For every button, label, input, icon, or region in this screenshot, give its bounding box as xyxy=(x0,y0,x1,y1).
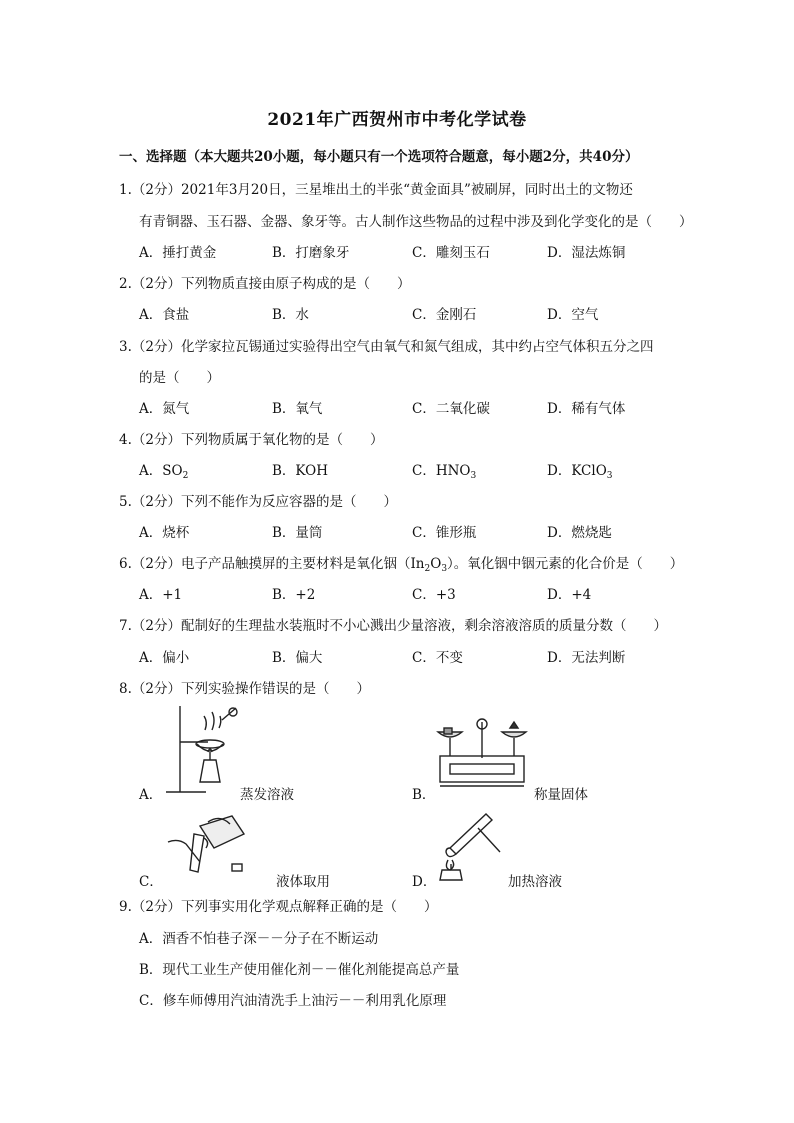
question-2-option-d: D．空气 xyxy=(547,307,599,323)
heating-test-tube-figure xyxy=(434,808,504,882)
question-3-line-1: 3.（2分）化学家拉瓦锡通过实验得出空气由氧气和氮气组成，其中约占空气体积五分之四 xyxy=(119,339,654,355)
question-4-option-b: B．KOH xyxy=(272,463,328,479)
question-9-option-c: C．修车师傅用汽油清洗手上油污－－利用乳化原理 xyxy=(139,993,447,1009)
question-5-option-a: A．烧杯 xyxy=(139,525,190,541)
question-8-option-b-caption: 称量固体 xyxy=(534,787,588,803)
question-6-option-a: A．+1 xyxy=(139,587,183,603)
question-2-option-c: C．金刚石 xyxy=(412,307,477,323)
question-8-option-d-caption: 加热溶液 xyxy=(508,874,562,890)
question-7-option-c: C．不变 xyxy=(412,650,463,666)
section-heading: 一、选择题（本大题共20小题，每小题只有一个选项符合题意，每小题2分，共40分） xyxy=(119,149,639,165)
question-5-option-d: D．燃烧匙 xyxy=(547,525,612,541)
question-1-option-c: C．雕刻玉石 xyxy=(412,245,490,261)
question-8-option-c-letter: C． xyxy=(139,874,163,890)
balance-figure xyxy=(434,712,530,796)
page-title: 2021年广西贺州市中考化学试卷 xyxy=(267,110,527,130)
question-3-option-b: B．氧气 xyxy=(272,401,323,417)
question-4-option-a: A．$SO_2$ xyxy=(139,463,189,481)
question-9-option-b: B．现代工业生产使用催化剂－－催化剂能提高总产量 xyxy=(139,962,460,978)
question-6-option-b: B．+2 xyxy=(272,587,316,603)
question-8-option-b-letter: B． xyxy=(412,787,436,803)
question-5-option-c: C．锥形瓶 xyxy=(412,525,477,541)
question-4-option-c: C．$HNO_3$ xyxy=(412,463,477,481)
question-2-option-a: A．食盐 xyxy=(139,307,190,323)
question-7-option-d: D．无法判断 xyxy=(547,650,626,666)
question-8-option-a-letter: A． xyxy=(139,787,163,803)
question-7-stem: 7.（2分）配制好的生理盐水装瓶时不小心溅出少量溶液，剩余溶液溶质的质量分数（ ） xyxy=(119,618,667,634)
question-1-line-1: 1.（2分）2021年3月20日，三星堆出土的半张“黄金面具”被刷屏，同时出土的文物还 xyxy=(119,182,633,198)
question-7-option-a: A．偏小 xyxy=(139,650,190,666)
question-1-option-d: D．湿法炼铜 xyxy=(547,245,626,261)
question-8-option-c-caption: 液体取用 xyxy=(276,874,330,890)
question-7-option-b: B．偏大 xyxy=(272,650,323,666)
question-9-stem: 9.（2分）下列事实用化学观点解释正确的是（ ） xyxy=(119,899,438,915)
question-6-option-c: C．+3 xyxy=(412,587,456,603)
question-3-option-c: C．二氧化碳 xyxy=(412,401,490,417)
question-3-line-2: 的是（ ） xyxy=(139,370,220,386)
question-6-stem: 6.（2分）电子产品触摸屏的主要材料是氧化铟$(In_2O_3)$。氧化铟中铟元素的化合价是（ ） xyxy=(119,556,684,574)
question-5-option-b: B．量筒 xyxy=(272,525,323,541)
question-5-stem: 5.（2分）下列不能作为反应容器的是（ ） xyxy=(119,494,397,510)
question-3-option-d: D．稀有气体 xyxy=(547,401,626,417)
question-4-option-d: D．KClO$_3$ xyxy=(547,463,613,481)
question-1-option-b: B．打磨象牙 xyxy=(272,245,350,261)
question-1-option-a: A．捶打黄金 xyxy=(139,245,217,261)
liquid-pouring-figure xyxy=(160,812,250,878)
question-9-option-a: A．酒香不怕巷子深－－分子在不断运动 xyxy=(139,931,379,947)
question-8-stem: 8.（2分）下列实验操作错误的是（ ） xyxy=(119,681,370,697)
question-2-option-b: B．水 xyxy=(272,307,309,323)
question-8-option-a-caption: 蒸发溶液 xyxy=(240,787,294,803)
question-8-option-d-letter: D． xyxy=(412,874,437,890)
question-3-option-a: A．氮气 xyxy=(139,401,190,417)
evaporation-apparatus-figure xyxy=(160,702,240,798)
question-2-stem: 2.（2分）下列物质直接由原子构成的是（ ） xyxy=(119,276,411,292)
question-1-line-2: 有青铜器、玉石器、金器、象牙等。古人制作这些物品的过程中涉及到化学变化的是（ ） xyxy=(139,214,693,230)
question-4-stem: 4.（2分）下列物质属于氧化物的是（ ） xyxy=(119,432,384,448)
question-6-option-d: D．+4 xyxy=(547,587,592,603)
